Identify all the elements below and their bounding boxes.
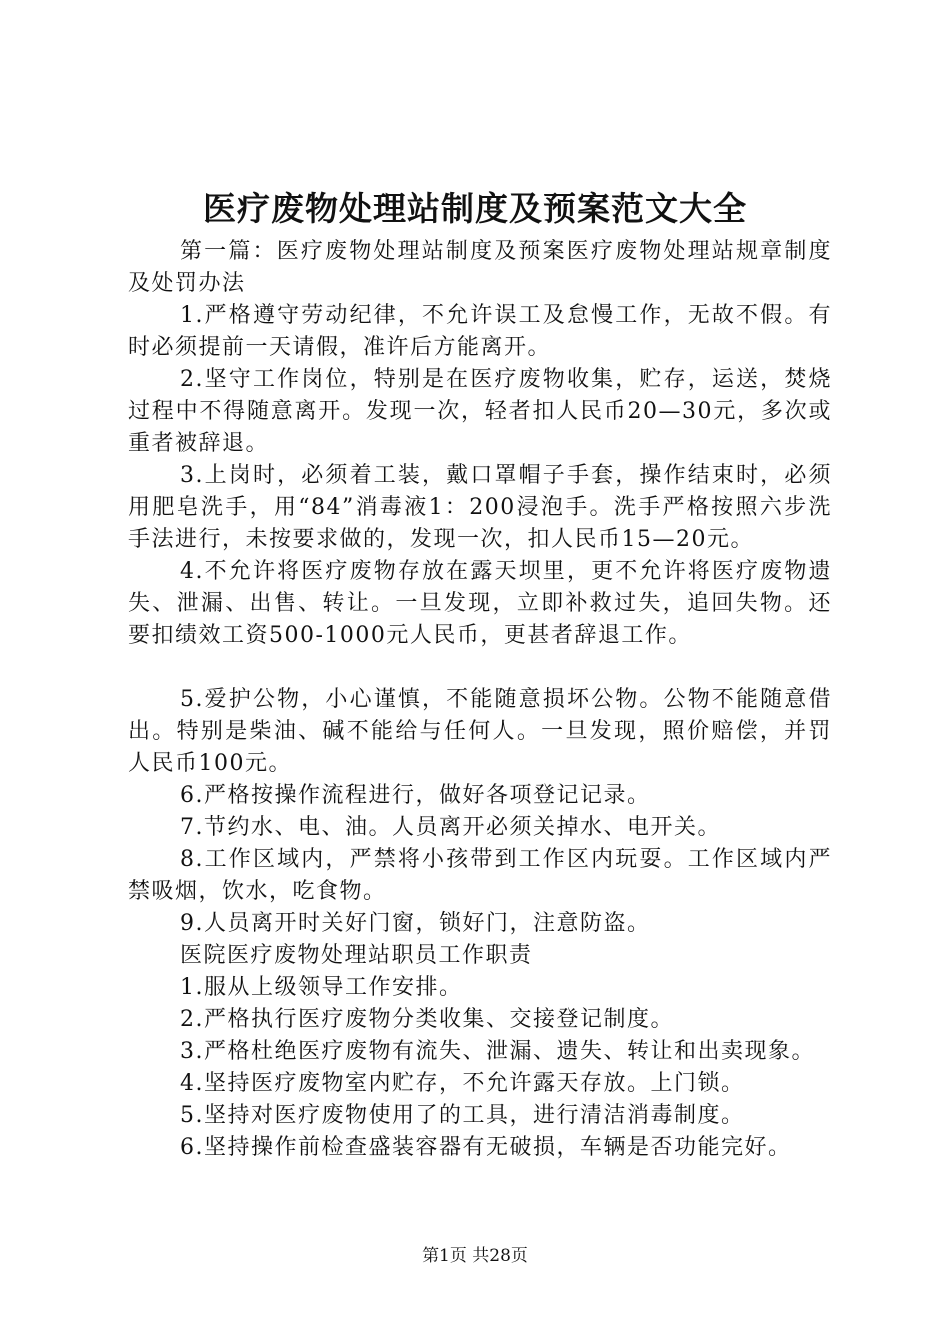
document-body — [128, 236, 832, 1164]
section-heading: 医院医疗废物处理站职员工作职责 — [180, 943, 533, 968]
paragraph: 5.爱护公物，小心谨慎，不能随意损坏公物。公物不能随意借出。特别是柴油、碱不能给与任何人。一旦发现，照价赔偿，并罚人民币100元。 — [128, 687, 832, 776]
paragraph: 7.节约水、电、油。人员离开必须关掉水、电开关。 — [180, 815, 721, 840]
document-title: 医疗废物处理站制度及预案范文大全 — [203, 189, 747, 228]
paragraph: 1.严格遵守劳动纪律，不允许误工及怠慢工作，无故不假。有时必须提前一天请假，准许后方能离开。 — [128, 303, 832, 360]
paragraph: 2.严格执行医疗废物分类收集、交接登记制度。 — [180, 1007, 674, 1032]
paragraph: 4.不允许将医疗废物存放在露天坝里，更不允许将医疗废物遗失、泄漏、出售、转让。一旦发现，立即补救过失，追回失物。还要扣绩效工资500-1000元人民币，更甚者辞退工作。 — [128, 559, 832, 648]
paragraph: 2.坚守工作岗位，特别是在医疗废物收集，贮存，运送，焚烧过程中不得随意离开。发现一次，轻者扣人民币20—30元，多次或重者被辞退。 — [128, 367, 832, 456]
paragraph: 3.上岗时，必须着工装，戴口罩帽子手套，操作结束时，必须用肥皂洗手，用“84”消毒液1：200浸泡手。洗手严格按照六步洗手法进行，未按要求做的，发现一次，扣人民币15—20元。 — [128, 463, 832, 552]
paragraph: 4.坚持医疗废物室内贮存，不允许露天存放。上门锁。 — [180, 1071, 745, 1096]
paragraph: 6.坚持操作前检查盛装容器有无破损，车辆是否功能完好。 — [180, 1135, 792, 1160]
paragraph: 5.坚持对医疗废物使用了的工具，进行清洁消毒制度。 — [180, 1103, 745, 1128]
paragraph: 第一篇：医疗废物处理站制度及预案医疗废物处理站规章制度及处罚办法 — [128, 239, 832, 296]
paragraph: 3.严格杜绝医疗废物有流失、泄漏、遗失、转让和出卖现象。 — [180, 1039, 815, 1064]
paragraph: 8.工作区域内，严禁将小孩带到工作区内玩耍。工作区域内严禁吸烟，饮水，吃食物。 — [128, 847, 832, 904]
paragraph: 9.人员离开时关好门窗，锁好门，注意防盗。 — [180, 911, 651, 936]
paragraph: 6.严格按操作流程进行，做好各项登记记录。 — [180, 783, 651, 808]
paragraph: 1.服从上级领导工作安排。 — [180, 975, 463, 1000]
paragraph-spacer — [128, 652, 832, 684]
page-indicator: 第1页 共28页 — [422, 1246, 528, 1266]
